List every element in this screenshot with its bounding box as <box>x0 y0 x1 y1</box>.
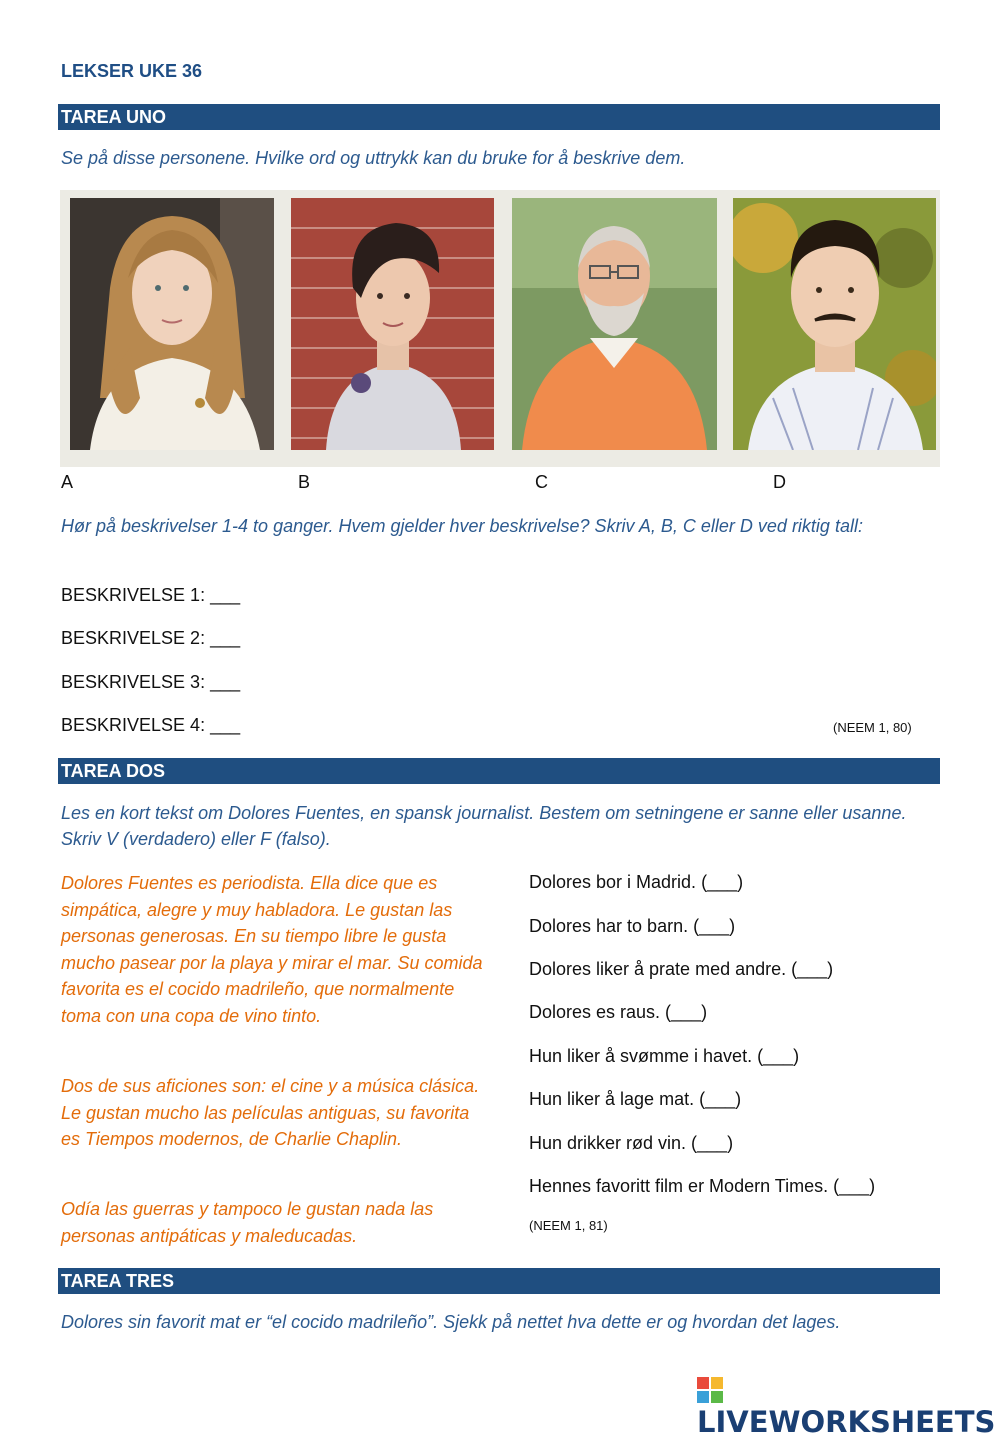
answer-blank[interactable]: ___ <box>210 715 241 735</box>
tarea-dos-instruction: Les en kort tekst om Dolores Fuentes, en spansk journalist. Bestem om setningene er sanne eller usanne. Skriv V (verdadero) eller F (falso). <box>61 803 907 849</box>
page-title: LEKSER UKE 36 <box>61 61 203 81</box>
source-reference: (NEEM 1, 80) <box>833 720 912 735</box>
answer-blank[interactable]: ___ <box>210 672 241 692</box>
statement-5[interactable]: Hun liker å svømme i havet. (___) <box>529 1046 800 1066</box>
photo-strip <box>60 190 940 467</box>
liveworksheets-logo <box>697 1375 1000 1439</box>
answer-blank[interactable]: ___ <box>210 585 241 605</box>
photo-label-b: B <box>298 472 311 492</box>
source-reference: (NEEM 1, 81) <box>529 1218 608 1233</box>
statement-6[interactable]: Hun liker å lage mat. (___) <box>529 1089 742 1109</box>
statement-1[interactable]: Dolores bor i Madrid. (___) <box>529 872 744 892</box>
statement-7[interactable]: Hun drikker rød vin. (___) <box>529 1133 734 1153</box>
answer-label: BESKRIVELSE 4: <box>61 715 206 735</box>
statement-3[interactable]: Dolores liker å prate med andre. (___) <box>529 959 834 979</box>
answer-row-3 <box>61 672 240 693</box>
listen-instruction: Hør på beskrivelser 1-4 to ganger. Hvem gjelder hver beskrivelse? Skriv A, B, C eller D ved riktig tall: <box>61 516 863 536</box>
photo-label-d: D <box>773 472 786 492</box>
statement-8[interactable]: Hennes favoritt film er Modern Times. (___) <box>529 1176 876 1196</box>
spanish-paragraph-1: Dolores Fuentes es periodista. Ella dice que es simpática, alegre y muy habladora. Le gustan las personas generosas. En su tiempo libre le gusta mucho pasear por la playa y mirar el mar. Su comida favorita es el cocido madrileño, que normalmente toma con una copa de vino tinto. <box>61 873 483 1026</box>
photo-person-b <box>291 198 494 450</box>
logo-icon <box>697 1375 723 1405</box>
answer-row-2 <box>61 628 240 649</box>
statement-4[interactable]: Dolores es raus. (___) <box>529 1002 708 1022</box>
photo-label-a: A <box>61 472 74 492</box>
tarea-tres-instruction: Dolores sin favorit mat er “el cocido madrileño”. Sjekk på nettet hva dette er og hvordan det lages. <box>61 1312 841 1332</box>
answer-blank[interactable]: ___ <box>210 628 241 648</box>
photo-person-d <box>733 198 936 450</box>
photo-person-c <box>512 198 717 450</box>
answer-label: BESKRIVELSE 2: <box>61 628 206 648</box>
statement-2[interactable]: Dolores har to barn. (___) <box>529 916 736 936</box>
photo-label-c: C <box>535 472 548 492</box>
logo-text: LIVEWORKSHEETS <box>697 1405 996 1439</box>
section-heading-tarea-dos: TAREA DOS <box>58 758 940 784</box>
answer-row-4 <box>61 715 240 736</box>
photo-person-a <box>70 198 274 450</box>
section-heading-tarea-uno: TAREA UNO <box>58 104 940 130</box>
spanish-paragraph-2: Dos de sus aficiones son: el cine y a música clásica. Le gustan mucho las películas antiguas, su favorita es Tiempos modernos, de Charlie Chaplin. <box>61 1076 480 1149</box>
tarea-uno-instruction: Se på disse personene. Hvilke ord og uttrykk kan du bruke for å beskrive dem. <box>61 148 686 168</box>
spanish-paragraph-3: Odía las guerras y tampoco le gustan nada las personas antipáticas y maleducadas. <box>61 1199 434 1246</box>
section-heading-tarea-tres: TAREA TRES <box>58 1268 940 1294</box>
answer-label: BESKRIVELSE 3: <box>61 672 206 692</box>
answer-row-1 <box>61 585 240 606</box>
answer-label: BESKRIVELSE 1: <box>61 585 206 605</box>
